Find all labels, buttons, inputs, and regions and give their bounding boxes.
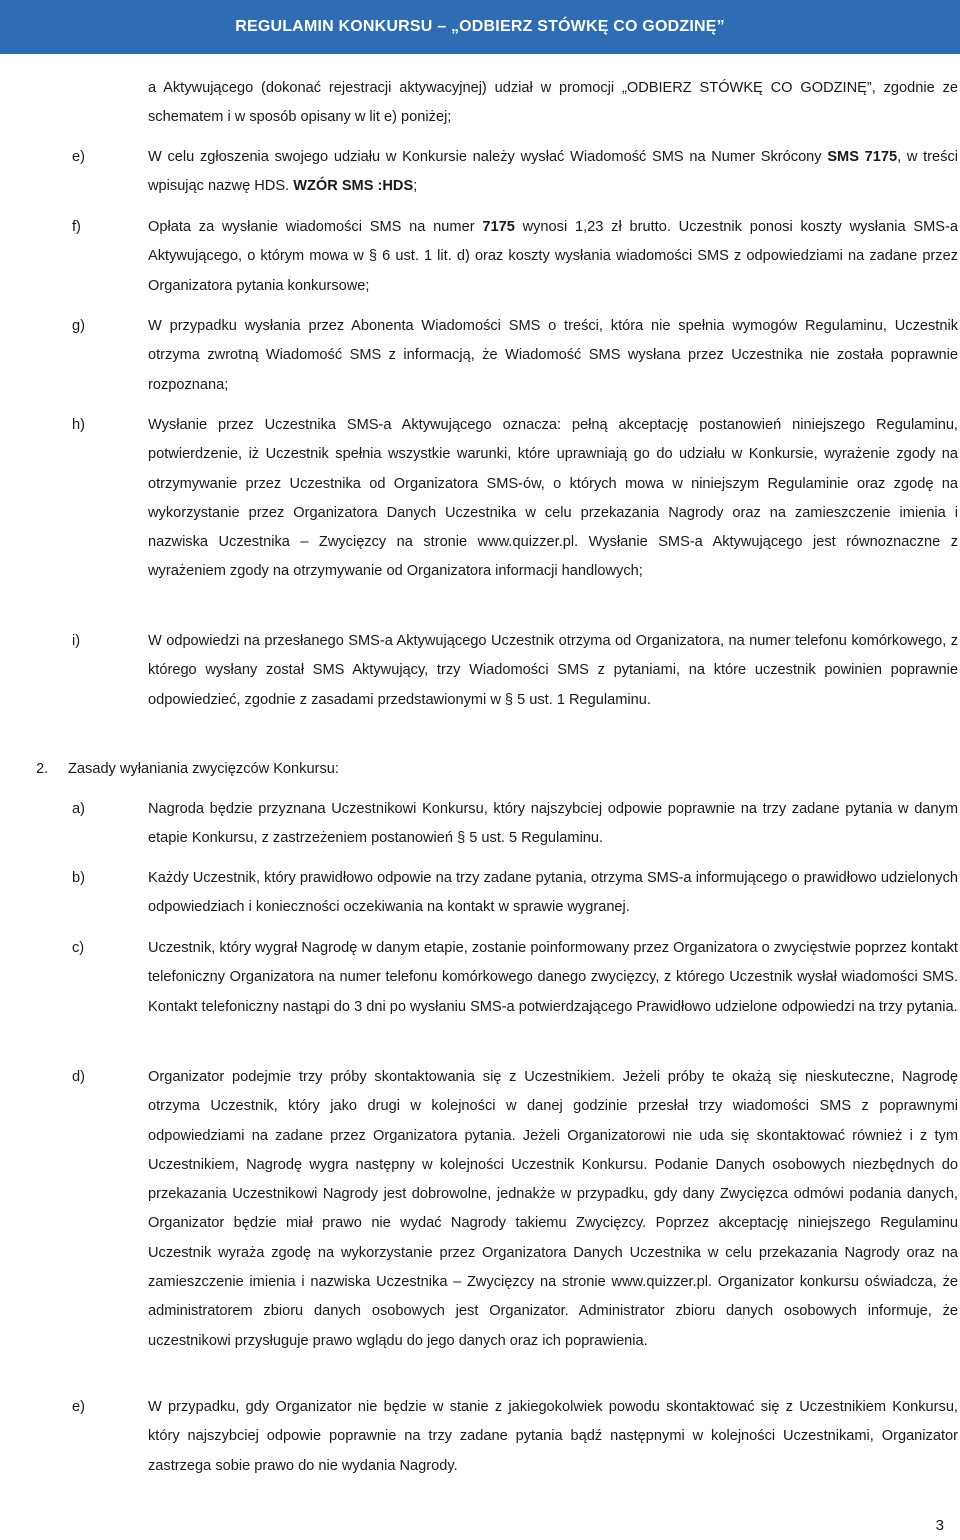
page-number: 3 [935, 1517, 944, 1534]
list-item-text: Każdy Uczestnik, który prawidłowo odpowie na trzy zadane pytania, otrzyma SMS-a informującego o prawidłowo udzielonych odpowiedziach i konieczności oczekiwania na kontakt w sprawie wygranej. [148, 870, 958, 916]
section-title: Zasady wyłaniania zwycięzców Konkursu: [68, 761, 339, 777]
list-marker: f) [72, 219, 81, 235]
list-item-text [148, 411, 958, 587]
section-heading [36, 755, 339, 784]
header-title: REGULAMIN KONKURSU – „ODBIERZ STÓWKĘ CO GODZINĘ” [235, 18, 725, 35]
text-run: W odpowiedzi na przesłanego SMS-a Aktywującego Uczestnik otrzyma od Organizatora, na numer telefonu komórkowego, z którego wysłany został SMS Aktywujący, trzy Wiadomości SMS z pytaniami, na które uczestnik powinien poprawnie odpowiedzieć, zgodnie z zasadami przedstawionymi w § 5 ust. 1 Regulaminu. [148, 633, 958, 708]
list-marker: d) [72, 1069, 85, 1085]
list-item-text [148, 143, 958, 202]
bold-text-run: SMS 7175 [827, 149, 898, 165]
list-item-text: W przypadku, gdy Organizator nie będzie w stanie z jakiegokolwiek powodu skontaktować się z Uczestnikiem Konkursu, który najszybciej odpowie poprawnie na trzy zadane pytania bądź następnymi w kolejności Uczestnikami, Organizator zastrzega sobie prawo do nie wydania Nagrody. [148, 1399, 958, 1474]
text-run: W celu zgłoszenia swojego udziału w Konkursie należy wysłać Wiadomość SMS na Numer Skrócony [148, 149, 828, 165]
list-marker: b) [72, 870, 85, 886]
list-marker: g) [72, 318, 85, 334]
list-marker: e) [72, 149, 85, 165]
text-run: ; [413, 178, 418, 195]
list-item-text: Organizator podejmie trzy próby skontaktowania się z Uczestnikiem. Jeżeli próby te okażą się nieskuteczne, Nagrodę otrzyma Uczestnik, który jako drugi w kolejności w danej godzinie przesłał trzy wiadomości SMS z poprawnymi odpowiedziami na zadane przez Organizatora pytania. Jeżeli Organizatorowi nie uda się skontaktować również i z tym Uczestnikiem, Nagrodę wygra następny w kolejności Uczestnik Konkursu. Podanie Danych osobowych niezbędnych do przekazania Uczestnikowi Nagrody jest dobrowolne, jednakże w przypadku, gdy dany Zwycięzca odmówi podania danych, Organizator będzie miał prawo nie wydać Nagrody takiemu Zwycięzcy. Poprzez akceptację niniejszego Regulaminu Uczestnik wyraża zgodę na wykorzystanie przez Organizatora Danych Uczestnika w celu przekazania Nagrody oraz na zamieszczenie imienia i nazwiska Uczestnika – Zwycięzcy na stronie www.quizzer.pl. Organizator konkursu oświadcza, że administratorem zbioru danych osobowych jest Organizator. Administrator zbioru danych osobowych informuje, że uczestnikowi przysługuje prawo wglądu do jego danych oraz ich poprawienia. [148, 1069, 958, 1349]
list-item-text: Nagroda będzie przyznana Uczestnikowi Konkursu, który najszybciej odpowie poprawnie na trzy zadane pytania w danym etapie Konkursu, z zastrzeżeniem postanowień § 5 ust. 5 Regulaminu. [148, 801, 958, 847]
text-run: W przypadku wysłania przez Abonenta Wiadomości SMS o treści, która nie spełnia wymogów Regulaminu, Uczestnik otrzyma zwrotną Wiadomość SMS z informacją, że Wiadomość SMS wysłana przez Uczestnika nie została poprawnie rozpoznana; [148, 318, 958, 393]
text-run: Wysłanie przez Uczestnika SMS-a Aktywującego oznacza: pełną akceptację postanowień niniejszego Regulaminu, potwierdzenie, iż Uczestnik spełnia wszystkie warunki, które uprawniają go do udziału w Konkursie, wyrażenie zgody na otrzymywanie przez Uczestnika od Organizatora SMS-ów, o których mowa w niniejszym Regulaminie oraz zgodę na wykorzystanie przez Organizatora Danych Uczestnika w celu przekazania Nagrody oraz na zamieszczenie imienia i nazwiska Uczestnika – Zwycięzcy na stronie www.quizzer.pl. Wysłanie SMS-a Aktywującego jest równoznaczne z wyrażeniem zgody na otrzymywanie od Organizatora informacji handlowych; [148, 417, 958, 580]
list-item-text [148, 627, 958, 715]
list-item-text [148, 312, 958, 400]
list-marker: a) [72, 801, 85, 817]
list-marker: i) [72, 633, 81, 649]
list-item-text [148, 213, 958, 301]
text-run: , w treści wpisując nazwę HDS. [148, 149, 958, 195]
document-header [0, 0, 960, 54]
intro-paragraph: a Aktywującego (dokonać rejestracji aktywacyjnej) udział w promocji „ODBIERZ STÓWKĘ CO GODZINĘ”, zgodnie ze schematem i w sposób opisany w lit e) poniżej; [148, 80, 958, 126]
bold-text-run: WZÓR SMS :HDS [293, 178, 414, 195]
list-marker: e) [72, 1399, 85, 1415]
list-marker: c) [72, 940, 85, 956]
list-marker: h) [72, 417, 85, 433]
section-number: 2. [36, 761, 49, 777]
text-run: wynosi 1,23 zł brutto. Uczestnik ponosi koszty wysłania SMS-a Aktywującego, o którym mowa w § 6 ust. 1 lit. d) oraz koszty wysłania wiadomości SMS z odpowiedziami na zadane przez Organizatora pytania konkursowe; [148, 219, 958, 294]
list-item-text: Uczestnik, który wygrał Nagrodę w danym etapie, zostanie poinformowany przez Organizatora o zwycięstwie poprzez kontakt telefoniczny Organizatora na numer telefonu komórkowego danego zwycięzcy, z którego Uczestnik wysłał wiadomości SMS. Kontakt telefoniczny nastąpi do 3 dni po wysłaniu SMS-a potwierdzającego Prawidłowo udzielone odpowiedzi na trzy pytania. [148, 940, 958, 1015]
text-run: Opłata za wysłanie wiadomości SMS na numer [148, 219, 483, 235]
bold-text-run: 7175 [482, 219, 515, 235]
